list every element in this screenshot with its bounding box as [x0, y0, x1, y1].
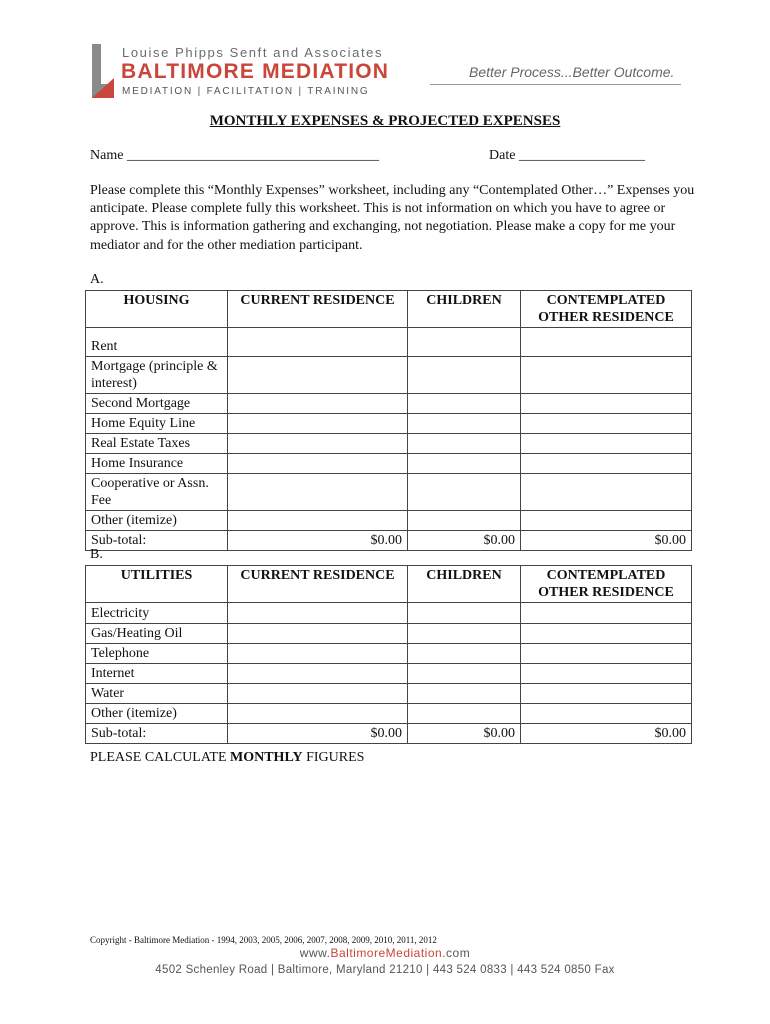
input-cell[interactable] [521, 644, 692, 664]
subtotal-children: $0.00 [408, 724, 521, 744]
input-cell[interactable] [521, 704, 692, 724]
row-label: Gas/Heating Oil [86, 624, 228, 644]
address-line: 4502 Schenley Road | Baltimore, Maryland 21210 | 443 524 0833 | 443 524 0850 Fax [155, 964, 615, 976]
row-label: Second Mortgage [86, 394, 228, 414]
table-row [86, 644, 692, 664]
name-field[interactable] [90, 148, 379, 164]
subtotal-contemplated: $0.00 [521, 531, 692, 551]
input-cell[interactable] [228, 684, 408, 704]
table-row [86, 454, 692, 474]
input-cell[interactable] [408, 644, 521, 664]
section-b-letter: B. [90, 547, 103, 562]
input-cell[interactable] [228, 603, 408, 624]
row-label: Real Estate Taxes [86, 434, 228, 454]
subtotal-label: Sub-total: [86, 531, 228, 551]
housing-table [85, 290, 692, 551]
header-contemplated: CONTEMPLATED OTHER RESIDENCE [521, 566, 692, 603]
input-cell[interactable] [228, 414, 408, 434]
input-cell[interactable] [228, 704, 408, 724]
services-line: MEDIATION | FACILITATION | TRAINING [122, 86, 370, 97]
input-cell[interactable] [408, 414, 521, 434]
input-cell[interactable] [228, 434, 408, 454]
input-cell[interactable] [408, 357, 521, 394]
instructions: Please complete this “Monthly Expenses” worksheet, including any “Contemplated Other…” Expenses you anticipate. Please complete fully this worksheet. This is not information on which you have to agree or approve. This is information gathering and exchanging, not negotiation. Please make a copy for me your mediator and for the other mediation participant. [90, 183, 695, 253]
web-suffix: .com [442, 946, 471, 960]
input-cell[interactable] [521, 357, 692, 394]
table-row [86, 414, 692, 434]
website-link[interactable] [0, 946, 770, 960]
input-cell[interactable] [408, 664, 521, 684]
input-cell[interactable] [408, 511, 521, 531]
input-cell[interactable] [521, 328, 692, 357]
row-label: Telephone [86, 644, 228, 664]
input-cell[interactable] [521, 414, 692, 434]
row-label: Electricity [86, 603, 228, 624]
table-row [86, 603, 692, 624]
header-housing: HOUSING [86, 291, 228, 328]
date-field[interactable] [489, 148, 645, 164]
subtotal-contemplated: $0.00 [521, 724, 692, 744]
input-cell[interactable] [521, 603, 692, 624]
input-cell[interactable] [521, 454, 692, 474]
subtotal-current: $0.00 [228, 531, 408, 551]
input-cell[interactable] [228, 357, 408, 394]
input-cell[interactable] [408, 454, 521, 474]
input-cell[interactable] [408, 474, 521, 511]
firm-name: Louise Phipps Senft and Associates [122, 45, 384, 60]
input-cell[interactable] [228, 328, 408, 357]
input-cell[interactable] [408, 434, 521, 454]
row-label: Internet [86, 664, 228, 684]
table-row [86, 624, 692, 644]
header-current: CURRENT RESIDENCE [228, 291, 408, 328]
table-row [86, 684, 692, 704]
tagline: Better Process...Better Outcome. [469, 64, 675, 80]
subtotal-label: Sub-total: [86, 724, 228, 744]
input-cell[interactable] [408, 603, 521, 624]
letterhead [88, 44, 688, 100]
input-cell[interactable] [408, 394, 521, 414]
input-cell[interactable] [521, 664, 692, 684]
table-row [86, 704, 692, 724]
input-cell[interactable] [228, 511, 408, 531]
input-cell[interactable] [228, 454, 408, 474]
calculate-note [90, 750, 364, 766]
row-label: Home Equity Line [86, 414, 228, 434]
logo-icon [88, 44, 118, 98]
calc-prefix: PLEASE CALCULATE [90, 750, 230, 765]
input-cell[interactable] [408, 684, 521, 704]
input-cell[interactable] [521, 474, 692, 511]
calc-bold: MONTHLY [230, 750, 303, 765]
row-label: Mortgage (principle & interest) [86, 357, 228, 394]
row-label: Cooperative or Assn. Fee [86, 474, 228, 511]
input-cell[interactable] [228, 394, 408, 414]
calc-suffix: FIGURES [302, 750, 365, 765]
input-cell[interactable] [228, 644, 408, 664]
row-label: Other (itemize) [86, 511, 228, 531]
table-row [86, 511, 692, 531]
input-cell[interactable] [228, 664, 408, 684]
page-title: MONTHLY EXPENSES & PROJECTED EXPENSES [209, 113, 561, 129]
date-label: Date [489, 148, 516, 163]
name-blank[interactable]: ____________________________________ [126, 148, 379, 163]
date-blank[interactable]: __________________ [518, 148, 645, 163]
header-current: CURRENT RESIDENCE [228, 566, 408, 603]
input-cell[interactable] [228, 474, 408, 511]
input-cell[interactable] [521, 434, 692, 454]
input-cell[interactable] [408, 704, 521, 724]
header-children: CHILDREN [408, 291, 521, 328]
row-label: Water [86, 684, 228, 704]
table-row [86, 357, 692, 394]
table-row [86, 664, 692, 684]
input-cell[interactable] [228, 624, 408, 644]
table-row [86, 474, 692, 511]
row-label: Rent [86, 328, 228, 357]
table-row [86, 328, 692, 357]
web-prefix: www. [299, 946, 331, 960]
table-row [86, 394, 692, 414]
row-label: Home Insurance [86, 454, 228, 474]
table-header-row [86, 291, 692, 328]
name-label: Name [90, 148, 124, 163]
utilities-table [85, 565, 692, 744]
input-cell[interactable] [521, 684, 692, 704]
header-contemplated: CONTEMPLATED OTHER RESIDENCE [521, 291, 692, 328]
table-header-row [86, 566, 692, 603]
copyright: Copyright - Baltimore Mediation - 1994, 2003, 2005, 2006, 2007, 2008, 2009, 2010, 2011, 2012 [90, 935, 437, 945]
row-label: Other (itemize) [86, 704, 228, 724]
input-cell[interactable] [521, 394, 692, 414]
input-cell[interactable] [521, 624, 692, 644]
input-cell[interactable] [521, 511, 692, 531]
input-cell[interactable] [408, 624, 521, 644]
brand-name: BALTIMORE MEDIATION [121, 60, 390, 83]
subtotal-children: $0.00 [408, 531, 521, 551]
section-a-letter: A. [90, 272, 104, 287]
subtotal-row [86, 531, 692, 551]
table-row [86, 434, 692, 454]
input-cell[interactable] [408, 328, 521, 357]
header-children: CHILDREN [408, 566, 521, 603]
subtotal-row [86, 724, 692, 744]
subtotal-current: $0.00 [228, 724, 408, 744]
web-brand: BaltimoreMediation [330, 946, 443, 960]
header-utilities: UTILITIES [86, 566, 228, 603]
header-rule [430, 84, 681, 85]
